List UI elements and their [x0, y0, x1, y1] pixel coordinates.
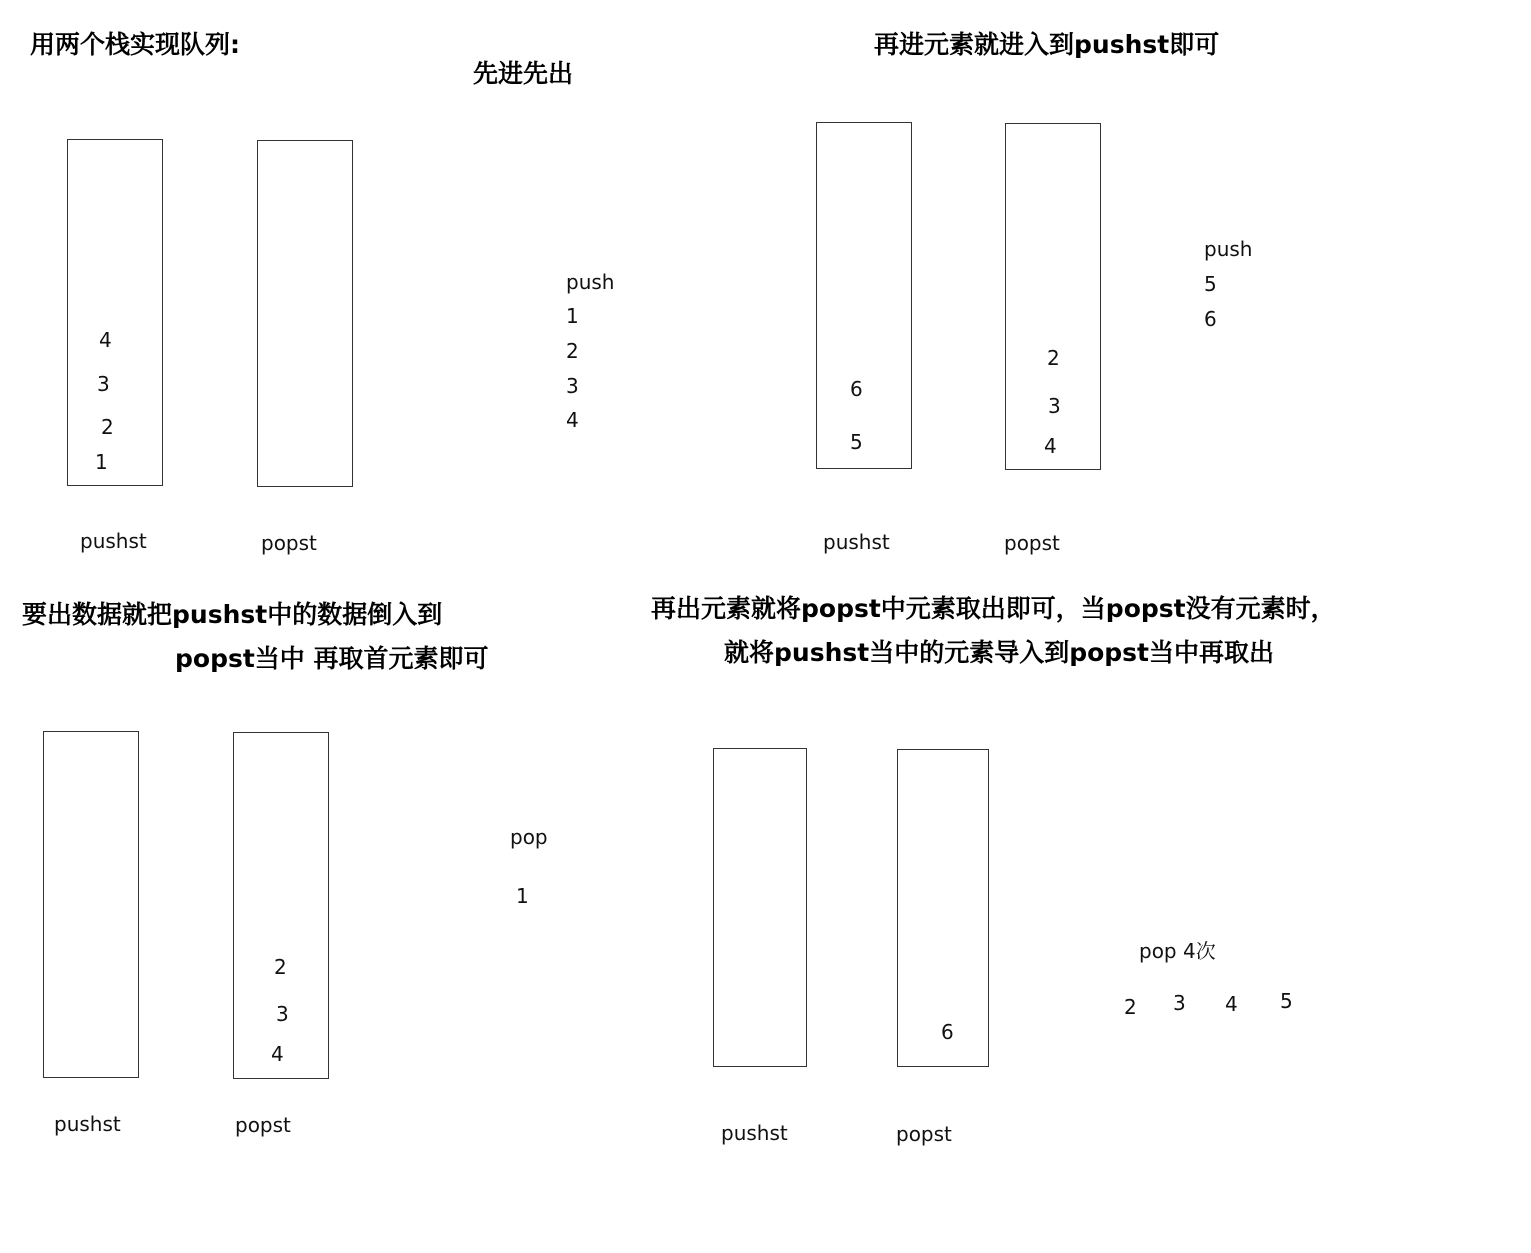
- popst-stack: [233, 732, 329, 1079]
- operation-value: 5: [1280, 989, 1293, 1013]
- stack-item: 1: [95, 450, 108, 474]
- stack-item: 6: [941, 1020, 954, 1044]
- operation-value: 5: [1204, 272, 1217, 296]
- stack-item: 4: [271, 1042, 284, 1066]
- operation-title: pop: [510, 825, 548, 849]
- operation-title: push: [1204, 237, 1253, 261]
- main-title: 用两个栈实现队列:: [30, 30, 240, 59]
- operation-title: pop 4次: [1139, 939, 1216, 963]
- popst-stack: [257, 140, 353, 487]
- stack-item: 2: [274, 955, 287, 979]
- stack-item: 4: [99, 328, 112, 352]
- popst-label: popst: [896, 1122, 952, 1146]
- stack-item: 3: [97, 372, 110, 396]
- operation-value: 3: [1173, 991, 1186, 1015]
- operation-value: 6: [1204, 307, 1217, 331]
- pushst-stack: [713, 748, 807, 1067]
- operation-value: 4: [1225, 992, 1238, 1016]
- operation-value: 2: [1124, 995, 1137, 1019]
- fifo-heading: 先进先出: [473, 59, 574, 88]
- stack-item: 3: [1048, 394, 1061, 418]
- stack-item: 4: [1044, 434, 1057, 458]
- pop-heading-line2: popst当中 再取首元素即可: [175, 644, 489, 673]
- stack-item: 2: [101, 415, 114, 439]
- operation-value: 1: [566, 304, 579, 328]
- pop-more-heading-line2: 就将pushst当中的元素导入到popst当中再取出: [724, 638, 1275, 667]
- stack-item: 5: [850, 430, 863, 454]
- pushst-label: pushst: [823, 530, 890, 554]
- operation-title: push: [566, 270, 615, 294]
- stack-item: 6: [850, 377, 863, 401]
- popst-label: popst: [1004, 531, 1060, 555]
- pop-more-heading-line1: 再出元素就将popst中元素取出即可，当popst没有元素时，: [651, 594, 1336, 623]
- popst-label: popst: [261, 531, 317, 555]
- pushst-label: pushst: [54, 1112, 121, 1136]
- pushst-label: pushst: [80, 529, 147, 553]
- operation-value: 4: [566, 408, 579, 432]
- popst-label: popst: [235, 1113, 291, 1137]
- stack-item: 3: [276, 1002, 289, 1026]
- operation-value: 2: [566, 339, 579, 363]
- stack-item: 2: [1047, 346, 1060, 370]
- operation-value: 3: [566, 374, 579, 398]
- operation-value: 1: [516, 884, 529, 908]
- pushst-stack: [67, 139, 163, 486]
- pop-heading-line1: 要出数据就把pushst中的数据倒入到: [22, 600, 443, 629]
- pushst-stack: [43, 731, 139, 1078]
- pushst-stack: [816, 122, 912, 469]
- pushst-label: pushst: [721, 1121, 788, 1145]
- push-more-heading: 再进元素就进入到pushst即可: [874, 30, 1220, 59]
